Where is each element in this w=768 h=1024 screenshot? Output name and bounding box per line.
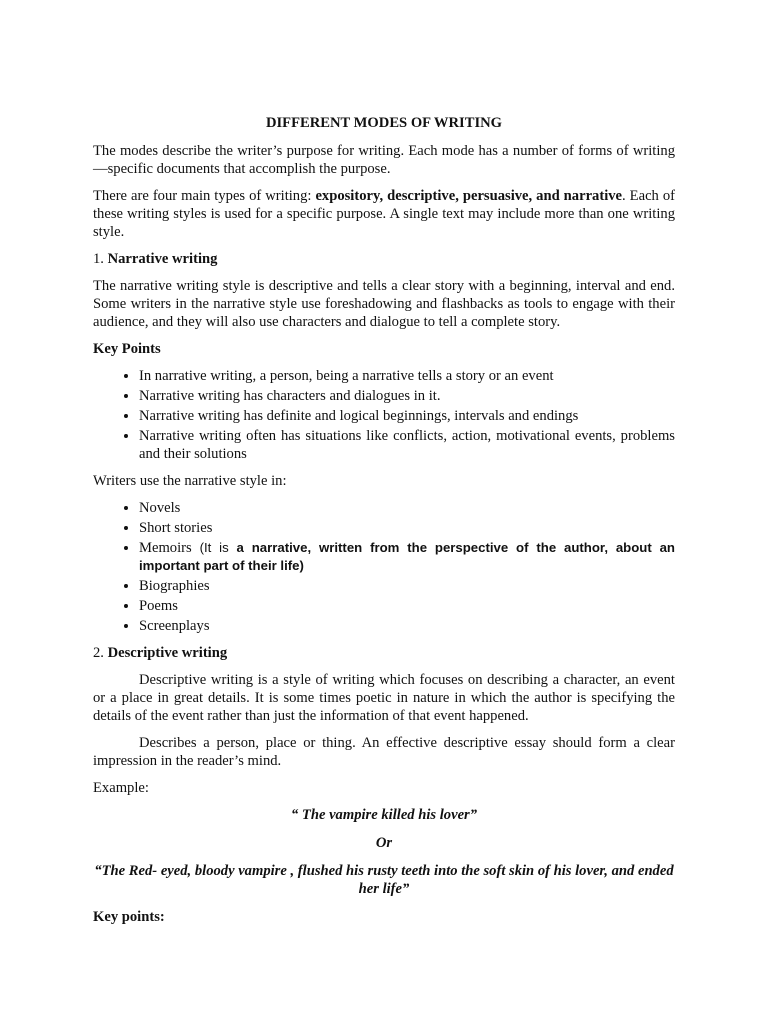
- narrative-key-points-list: [93, 367, 675, 463]
- list-item: • Biographies: [139, 577, 675, 595]
- memoirs-label: Memoirs: [139, 540, 192, 556]
- intro-paragraph: The modes describe the writer’s purpose for writing. Each mode has a number of forms of writing—specific documents that accomplish the purpose.: [93, 143, 675, 177]
- descriptive-number: 2.: [93, 645, 108, 661]
- narrative-key-points-heading: Key Points: [93, 341, 161, 357]
- types-text-bold: expository, descriptive, persuasive, and narrative: [315, 188, 623, 204]
- narrative-heading: [93, 250, 675, 268]
- list-item: • Narrative writing often has situations like conflicts, action, motivational events, problems and their solutions: [139, 427, 675, 463]
- list-item: • Short stories: [139, 519, 675, 537]
- example-quote-1: “ The vampire killed his lover”: [290, 807, 478, 823]
- example-or: Or: [375, 835, 393, 851]
- list-item: • In narrative writing, a person, being a narrative tells a story or an event: [139, 367, 675, 385]
- example-label: Example:: [93, 780, 149, 796]
- narrative-uses-intro: Writers use the narrative style in:: [93, 473, 287, 489]
- document-title: DIFFERENT MODES OF WRITING: [265, 115, 503, 131]
- descriptive-heading: [93, 644, 675, 662]
- narrative-heading-text: Narrative writing: [107, 251, 218, 267]
- narrative-description: The narrative writing style is descriptive and tells a clear story with a beginning, interval and end. Some writers in the narrative style use foreshadowing and flashbacks as tools to engage with their audience, and they will also use characters and dialogue to tell a complete story.: [93, 278, 675, 330]
- types-paragraph: [93, 187, 675, 241]
- descriptive-paragraph-2: Describes a person, place or thing. An effective descriptive essay should form a clear impression in the reader’s mind.: [93, 735, 675, 769]
- descriptive-paragraph-1: Descriptive writing is a style of writing which focuses on describing a character, an event or a place in great details. It is some times poetic in nature in which the author is specifying the details of the event rather than just the information of that event happened.: [93, 672, 675, 724]
- descriptive-key-points-heading: Key points:: [93, 909, 165, 925]
- memoirs-bold: a narrative, written from the perspective of the author, about an important part of their life): [139, 540, 675, 573]
- types-text-post: . Each of these writing styles is used for a specific purpose. A single text may include more than one writing style.: [93, 188, 675, 240]
- document-content: [93, 114, 675, 935]
- narrative-uses-list: [93, 499, 675, 635]
- list-item: • Narrative writing has characters and dialogues in it.: [139, 387, 675, 405]
- list-item: • Narrative writing has definite and logical beginnings, intervals and endings: [139, 407, 675, 425]
- list-item: • Novels: [139, 499, 675, 517]
- memoirs-pre: (It is: [191, 540, 237, 555]
- example-quote-2: “The Red- eyed, bloody vampire , flushed his rusty teeth into the soft skin of his lover, and ended her life”: [94, 863, 674, 897]
- list-item: • Screenplays: [139, 617, 675, 635]
- types-text-pre: There are four main types of writing:: [93, 188, 316, 204]
- list-item: • Poems: [139, 597, 675, 615]
- narrative-number: 1.: [93, 251, 108, 267]
- list-item: [139, 539, 675, 575]
- descriptive-heading-text: Descriptive writing: [107, 645, 228, 661]
